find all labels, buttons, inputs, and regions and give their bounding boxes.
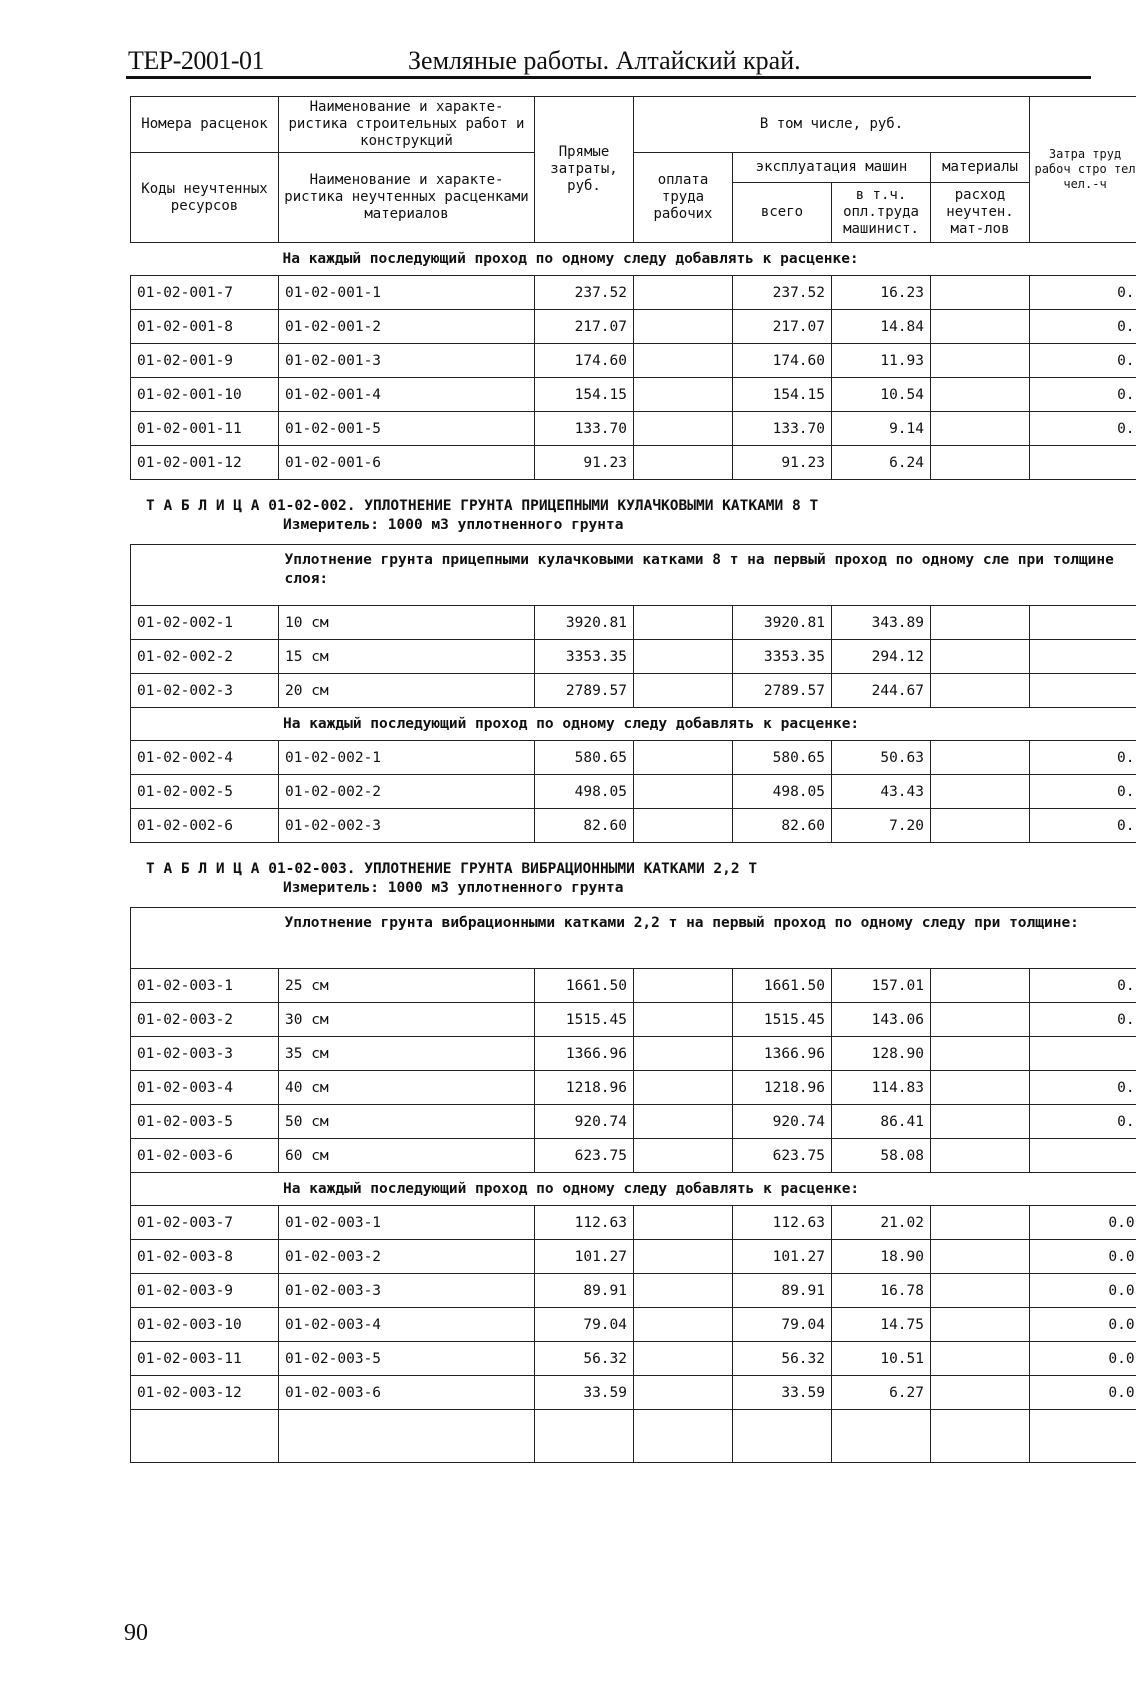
worker-pay (634, 1308, 733, 1342)
header-work-name: Наименование и характе-ристика строительных работ и конструкций (279, 97, 535, 153)
direct-costs: 1366.96 (535, 1037, 634, 1071)
header-rate-numbers: Номера расценок (131, 97, 279, 153)
rate-code: 01-02-001-8 (131, 310, 279, 344)
machines-total: 1366.96 (733, 1037, 832, 1071)
rates-table-2 (130, 544, 1136, 843)
worker-pay (634, 1376, 733, 1410)
labor-hours: 0. (1030, 969, 1136, 1003)
note-text: На каждый последующий проход по одному следу добавлять к расценке: (131, 708, 1136, 741)
labor-hours (1030, 606, 1136, 640)
rate-code: 01-02-001-7 (131, 276, 279, 310)
materials-usage (931, 1105, 1030, 1139)
note-text: На каждый последующий проход по одному следу добавлять к расценке: (131, 1173, 1136, 1206)
rate-name: 30 см (279, 1003, 535, 1037)
labor-hours: 0.0 (1030, 1240, 1136, 1274)
worker-pay (634, 344, 733, 378)
direct-costs: 82.60 (535, 809, 634, 843)
machinists-pay: 21.02 (832, 1206, 931, 1240)
materials-usage (931, 809, 1030, 843)
direct-costs: 498.05 (535, 775, 634, 809)
table-row (131, 412, 1136, 446)
rate-code: 01-02-003-8 (131, 1240, 279, 1274)
rate-code: 01-02-003-5 (131, 1105, 279, 1139)
worker-pay (634, 969, 733, 1003)
direct-costs: 1218.96 (535, 1071, 634, 1105)
page-header (126, 46, 1091, 79)
note-row (131, 1173, 1136, 1206)
direct-costs: 112.63 (535, 1206, 634, 1240)
materials-usage (931, 1003, 1030, 1037)
machinists-pay: 6.24 (832, 446, 931, 480)
direct-costs: 33.59 (535, 1376, 634, 1410)
rate-code: 01-02-001-11 (131, 412, 279, 446)
machinists-pay: 6.27 (832, 1376, 931, 1410)
rates-table-3 (130, 907, 1136, 1463)
table-row (131, 674, 1136, 708)
rate-name: 01-02-001-1 (279, 276, 535, 310)
materials-usage (931, 741, 1030, 775)
rate-code: 01-02-003-9 (131, 1274, 279, 1308)
worker-pay (634, 378, 733, 412)
labor-hours: 0. (1030, 276, 1136, 310)
rate-name: 01-02-001-6 (279, 446, 535, 480)
materials-usage (931, 1240, 1030, 1274)
machines-total: 174.60 (733, 344, 832, 378)
direct-costs: 580.65 (535, 741, 634, 775)
table-row (131, 1206, 1136, 1240)
worker-pay (634, 1003, 733, 1037)
table-row (131, 640, 1136, 674)
machines-total: 498.05 (733, 775, 832, 809)
table-header (131, 97, 1136, 243)
rate-name: 01-02-003-2 (279, 1240, 535, 1274)
labor-hours: 0. (1030, 741, 1136, 775)
labor-hours: 0. (1030, 809, 1136, 843)
materials-usage (931, 775, 1030, 809)
rate-code: 01-02-003-1 (131, 969, 279, 1003)
direct-costs: 623.75 (535, 1139, 634, 1173)
table-row (131, 969, 1136, 1003)
rate-name: 01-02-001-4 (279, 378, 535, 412)
table-bottom-spacer (131, 1410, 1136, 1463)
machinists-pay: 18.90 (832, 1240, 931, 1274)
table-row (131, 1274, 1136, 1308)
rate-name: 01-02-001-5 (279, 412, 535, 446)
table-row (131, 378, 1136, 412)
labor-hours: 0.0 (1030, 1342, 1136, 1376)
labor-hours (1030, 446, 1136, 480)
header-worker-pay: оплата труда рабочих (634, 153, 733, 243)
machines-total: 3920.81 (733, 606, 832, 640)
machines-total: 580.65 (733, 741, 832, 775)
machines-total: 56.32 (733, 1342, 832, 1376)
table-row (131, 1240, 1136, 1274)
worker-pay (634, 310, 733, 344)
rate-code: 01-02-002-4 (131, 741, 279, 775)
worker-pay (634, 1105, 733, 1139)
table2-subheading-row (131, 545, 1136, 606)
table-row (131, 606, 1136, 640)
rate-code: 01-02-003-7 (131, 1206, 279, 1240)
worker-pay (634, 1274, 733, 1308)
machines-total: 217.07 (733, 310, 832, 344)
machinists-pay: 10.51 (832, 1342, 931, 1376)
table-row (131, 1139, 1136, 1173)
machinists-pay: 157.01 (832, 969, 931, 1003)
machines-total: 91.23 (733, 446, 832, 480)
labor-hours (1030, 640, 1136, 674)
note-row (131, 243, 1136, 276)
labor-hours: 0. (1030, 1071, 1136, 1105)
page-number: 90 (124, 1620, 148, 1646)
machinists-pay: 294.12 (832, 640, 931, 674)
header-resource-codes: Коды неучтенных ресурсов (131, 153, 279, 243)
worker-pay (634, 606, 733, 640)
machines-total: 154.15 (733, 378, 832, 412)
materials-usage (931, 1274, 1030, 1308)
table-row (131, 1003, 1136, 1037)
rate-name: 01-02-002-1 (279, 741, 535, 775)
materials-usage (931, 412, 1030, 446)
table-row (131, 310, 1136, 344)
table-row (131, 1105, 1136, 1139)
materials-usage (931, 1206, 1030, 1240)
materials-usage (931, 1342, 1030, 1376)
worker-pay (634, 1240, 733, 1274)
direct-costs: 1515.45 (535, 1003, 634, 1037)
worker-pay (634, 775, 733, 809)
rate-name: 60 см (279, 1139, 535, 1173)
machinists-pay: 14.84 (832, 310, 931, 344)
machinists-pay: 58.08 (832, 1139, 931, 1173)
direct-costs: 101.27 (535, 1240, 634, 1274)
note-row (131, 708, 1136, 741)
materials-usage (931, 446, 1030, 480)
rate-name: 15 см (279, 640, 535, 674)
direct-costs: 91.23 (535, 446, 634, 480)
table3-caption: Т А Б Л И Ц А 01-02-003. УПЛОТНЕНИЕ ГРУНТА ВИБРАЦИОННЫМИ КАТКАМИ 2,2 Т (146, 861, 758, 877)
direct-costs: 920.74 (535, 1105, 634, 1139)
direct-costs: 89.91 (535, 1274, 634, 1308)
document-code: ТЕР-2001-01 (128, 46, 265, 75)
materials-usage (931, 310, 1030, 344)
rate-code: 01-02-003-2 (131, 1003, 279, 1037)
materials-usage (931, 344, 1030, 378)
table3-subheading-row (131, 908, 1136, 969)
rate-code: 01-02-003-12 (131, 1376, 279, 1410)
machinists-pay: 43.43 (832, 775, 931, 809)
direct-costs: 1661.50 (535, 969, 634, 1003)
labor-hours: 0. (1030, 1003, 1136, 1037)
machines-total: 33.59 (733, 1376, 832, 1410)
rate-code: 01-02-002-5 (131, 775, 279, 809)
rate-name: 01-02-001-2 (279, 310, 535, 344)
materials-usage (931, 1139, 1030, 1173)
materials-usage (931, 1376, 1030, 1410)
rates-table-1 (130, 96, 1136, 480)
materials-usage (931, 969, 1030, 1003)
labor-hours (1030, 1037, 1136, 1071)
machinists-pay: 86.41 (832, 1105, 931, 1139)
header-direct-costs: Прямые затраты, руб. (535, 97, 634, 243)
materials-usage (931, 1308, 1030, 1342)
machinists-pay: 10.54 (832, 378, 931, 412)
header-machines: эксплуатация машин (733, 153, 931, 183)
rate-name: 01-02-001-3 (279, 344, 535, 378)
table-row (131, 809, 1136, 843)
rate-code: 01-02-002-3 (131, 674, 279, 708)
rate-code: 01-02-002-1 (131, 606, 279, 640)
labor-hours: 0. (1030, 344, 1136, 378)
worker-pay (634, 276, 733, 310)
rate-name: 01-02-003-4 (279, 1308, 535, 1342)
machines-total: 112.63 (733, 1206, 832, 1240)
table-row (131, 1308, 1136, 1342)
machines-total: 1218.96 (733, 1071, 832, 1105)
machines-total: 79.04 (733, 1308, 832, 1342)
machinists-pay: 143.06 (832, 1003, 931, 1037)
rate-name: 01-02-003-1 (279, 1206, 535, 1240)
direct-costs: 79.04 (535, 1308, 634, 1342)
worker-pay (634, 1071, 733, 1105)
header-labor-hours: Затра труд рабоч стро тел чел.-ч (1030, 97, 1136, 243)
direct-costs: 3353.35 (535, 640, 634, 674)
rate-name: 01-02-002-3 (279, 809, 535, 843)
table-row (131, 446, 1136, 480)
rate-code: 01-02-001-12 (131, 446, 279, 480)
document-title: Земляные работы. Алтайский край. (408, 46, 801, 75)
direct-costs: 133.70 (535, 412, 634, 446)
machinists-pay: 244.67 (832, 674, 931, 708)
rate-name: 01-02-003-6 (279, 1376, 535, 1410)
worker-pay (634, 1342, 733, 1376)
header-including: В том числе, руб. (634, 97, 1030, 153)
table-row (131, 775, 1136, 809)
machinists-pay: 114.83 (832, 1071, 931, 1105)
header-material-name: Наименование и характе-ристика неучтенных расценками материалов (279, 153, 535, 243)
direct-costs: 237.52 (535, 276, 634, 310)
note-text: На каждый последующий проход по одному следу добавлять к расценке: (131, 243, 1136, 276)
table-row (131, 276, 1136, 310)
machinists-pay: 16.23 (832, 276, 931, 310)
worker-pay (634, 446, 733, 480)
header-materials-usage: расход неучтен. мат-лов (931, 183, 1030, 243)
worker-pay (634, 640, 733, 674)
labor-hours: 0. (1030, 310, 1136, 344)
materials-usage (931, 1071, 1030, 1105)
machinists-pay: 128.90 (832, 1037, 931, 1071)
worker-pay (634, 1139, 733, 1173)
rate-code: 01-02-001-10 (131, 378, 279, 412)
rate-name: 35 см (279, 1037, 535, 1071)
labor-hours: 0. (1030, 775, 1136, 809)
materials-usage (931, 378, 1030, 412)
rate-code: 01-02-003-4 (131, 1071, 279, 1105)
rate-name: 01-02-002-2 (279, 775, 535, 809)
table-row (131, 1376, 1136, 1410)
rate-code: 01-02-003-6 (131, 1139, 279, 1173)
table-row (131, 741, 1136, 775)
worker-pay (634, 741, 733, 775)
materials-usage (931, 606, 1030, 640)
direct-costs: 217.07 (535, 310, 634, 344)
labor-hours (1030, 1139, 1136, 1173)
rate-name: 01-02-003-3 (279, 1274, 535, 1308)
rate-name: 50 см (279, 1105, 535, 1139)
table-row (131, 1071, 1136, 1105)
direct-costs: 174.60 (535, 344, 634, 378)
table3-subheading: Уплотнение грунта вибрационными катками 2,2 т на первый проход по одному следу при толщине: (279, 908, 1136, 969)
direct-costs: 2789.57 (535, 674, 634, 708)
labor-hours: 0.0 (1030, 1376, 1136, 1410)
machines-total: 237.52 (733, 276, 832, 310)
worker-pay (634, 1037, 733, 1071)
machines-total: 920.74 (733, 1105, 832, 1139)
table2-caption: Т А Б Л И Ц А 01-02-002. УПЛОТНЕНИЕ ГРУНТА ПРИЦЕПНЫМИ КУЛАЧКОВЫМИ КАТКАМИ 8 Т (146, 498, 819, 514)
rate-code: 01-02-002-6 (131, 809, 279, 843)
machinists-pay: 16.78 (832, 1274, 931, 1308)
machinists-pay: 7.20 (832, 809, 931, 843)
header-machinists-pay: в т.ч. опл.труда машинист. (832, 183, 931, 243)
rate-name: 01-02-003-5 (279, 1342, 535, 1376)
labor-hours: 0. (1030, 1105, 1136, 1139)
machines-total: 89.91 (733, 1274, 832, 1308)
machines-total: 3353.35 (733, 640, 832, 674)
materials-usage (931, 1037, 1030, 1071)
table-row (131, 1037, 1136, 1071)
machines-total: 2789.57 (733, 674, 832, 708)
rate-code: 01-02-002-2 (131, 640, 279, 674)
rate-code: 01-02-001-9 (131, 344, 279, 378)
table2-unit: Измеритель: 1000 м3 уплотненного грунта (283, 517, 624, 533)
labor-hours: 0. (1030, 378, 1136, 412)
direct-costs: 3920.81 (535, 606, 634, 640)
machines-total: 623.75 (733, 1139, 832, 1173)
rate-name: 10 см (279, 606, 535, 640)
rate-name: 40 см (279, 1071, 535, 1105)
labor-hours (1030, 674, 1136, 708)
machines-total: 82.60 (733, 809, 832, 843)
table3-unit: Измеритель: 1000 м3 уплотненного грунта (283, 880, 624, 896)
machinists-pay: 9.14 (832, 412, 931, 446)
labor-hours: 0.0 (1030, 1274, 1136, 1308)
table-row (131, 1342, 1136, 1376)
machinists-pay: 14.75 (832, 1308, 931, 1342)
worker-pay (634, 674, 733, 708)
table-row (131, 344, 1136, 378)
header-materials: материалы (931, 153, 1030, 183)
materials-usage (931, 276, 1030, 310)
header-machines-total: всего (733, 183, 832, 243)
worker-pay (634, 1206, 733, 1240)
labor-hours: 0.0 (1030, 1206, 1136, 1240)
machinists-pay: 50.63 (832, 741, 931, 775)
rate-name: 20 см (279, 674, 535, 708)
table2-subheading: Уплотнение грунта прицепными кулачковыми катками 8 т на первый проход по одному сле при толщине слоя: (279, 545, 1136, 606)
materials-usage (931, 640, 1030, 674)
labor-hours: 0.0 (1030, 1308, 1136, 1342)
direct-costs: 154.15 (535, 378, 634, 412)
rate-code: 01-02-003-3 (131, 1037, 279, 1071)
materials-usage (931, 674, 1030, 708)
direct-costs: 56.32 (535, 1342, 634, 1376)
machinists-pay: 343.89 (832, 606, 931, 640)
rate-name: 25 см (279, 969, 535, 1003)
rate-code: 01-02-003-10 (131, 1308, 279, 1342)
worker-pay (634, 809, 733, 843)
rate-code: 01-02-003-11 (131, 1342, 279, 1376)
worker-pay (634, 412, 733, 446)
labor-hours: 0. (1030, 412, 1136, 446)
machines-total: 1515.45 (733, 1003, 832, 1037)
machines-total: 133.70 (733, 412, 832, 446)
machines-total: 1661.50 (733, 969, 832, 1003)
machinists-pay: 11.93 (832, 344, 931, 378)
machines-total: 101.27 (733, 1240, 832, 1274)
